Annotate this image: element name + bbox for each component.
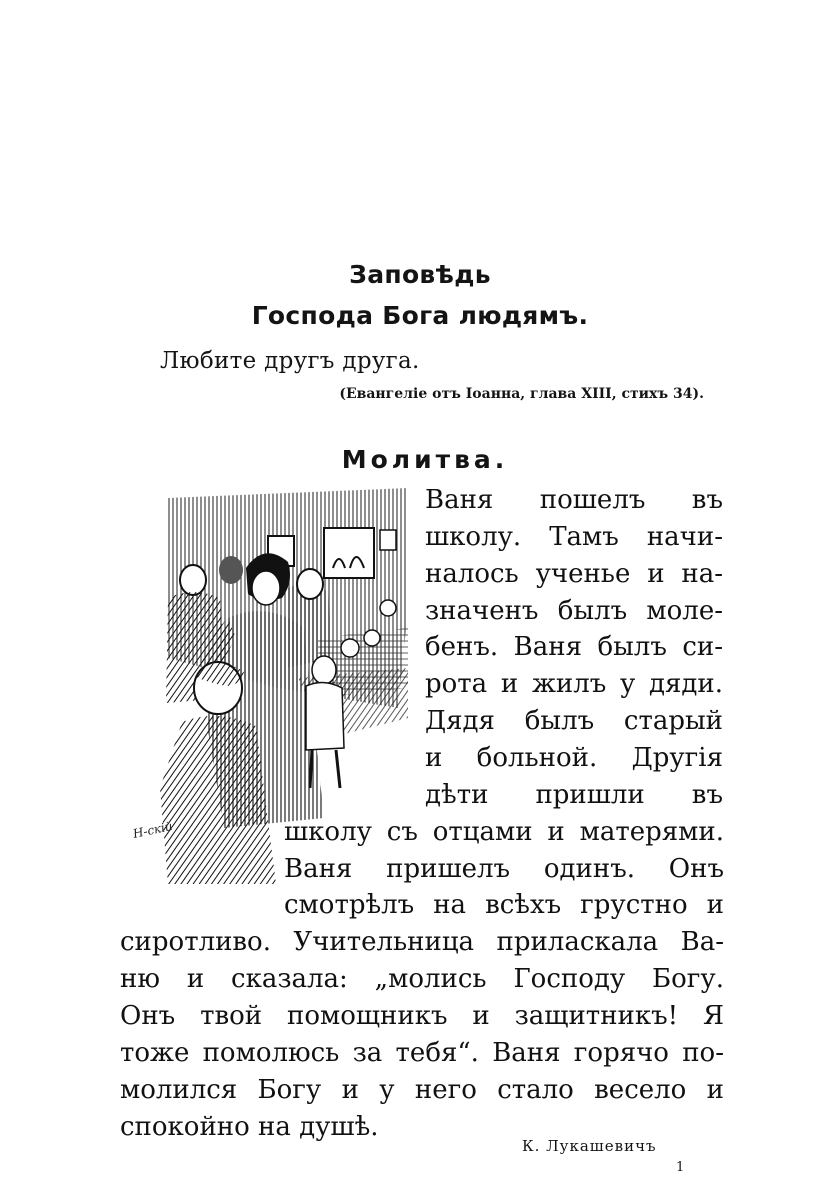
story-line: Ваня пошелъ въ	[425, 485, 723, 515]
story-line: Онъ твой помощникъ и защитникъ! Я	[120, 1001, 724, 1031]
scripture-citation: (Евангеліе отъ Іоанна, глава XIII, стихъ 34).	[339, 386, 704, 402]
page-number: 1	[676, 1160, 685, 1175]
story-line: и больной. Другія	[425, 743, 723, 773]
page-title-line-1: Заповѣдь	[349, 260, 491, 289]
story-line: молился Богу и у него стало весело и	[120, 1075, 724, 1105]
story-line: школу. Тамъ начи-	[425, 522, 723, 552]
story-line: значенъ былъ моле-	[425, 596, 723, 626]
story-title: Молитва.	[341, 445, 509, 474]
story-line: бенъ. Ваня былъ си-	[425, 632, 723, 662]
story-line: налось ученье и на-	[425, 559, 723, 589]
author-signature: К. Лукашевичъ	[522, 1137, 657, 1155]
story-line: школу съ отцами и матерями.	[284, 817, 724, 847]
story-line: дѣти пришли въ	[425, 780, 723, 810]
commandment-text: Любите другъ друга.	[160, 348, 420, 374]
story-line: тоже помолюсь за тебя“. Ваня горячо по-	[120, 1038, 724, 1068]
story-line: Ваня пришелъ одинъ. Онъ	[284, 854, 724, 884]
illustration-signature: Н-скій	[131, 818, 174, 841]
story-line: ню и сказала: „молись Господу Богу.	[120, 964, 724, 994]
story-line: спокойно на душѣ.	[120, 1112, 379, 1142]
story-line: Дядя былъ старый	[425, 706, 723, 736]
page-title-line-2: Господа Бога людямъ.	[251, 301, 589, 330]
story-line: сиротливо. Учительница приласкала Ва-	[120, 927, 724, 957]
story-line: рота и жилъ у дяди.	[425, 669, 723, 699]
story-line: смотрѣлъ на всѣхъ грустно и	[284, 890, 724, 920]
